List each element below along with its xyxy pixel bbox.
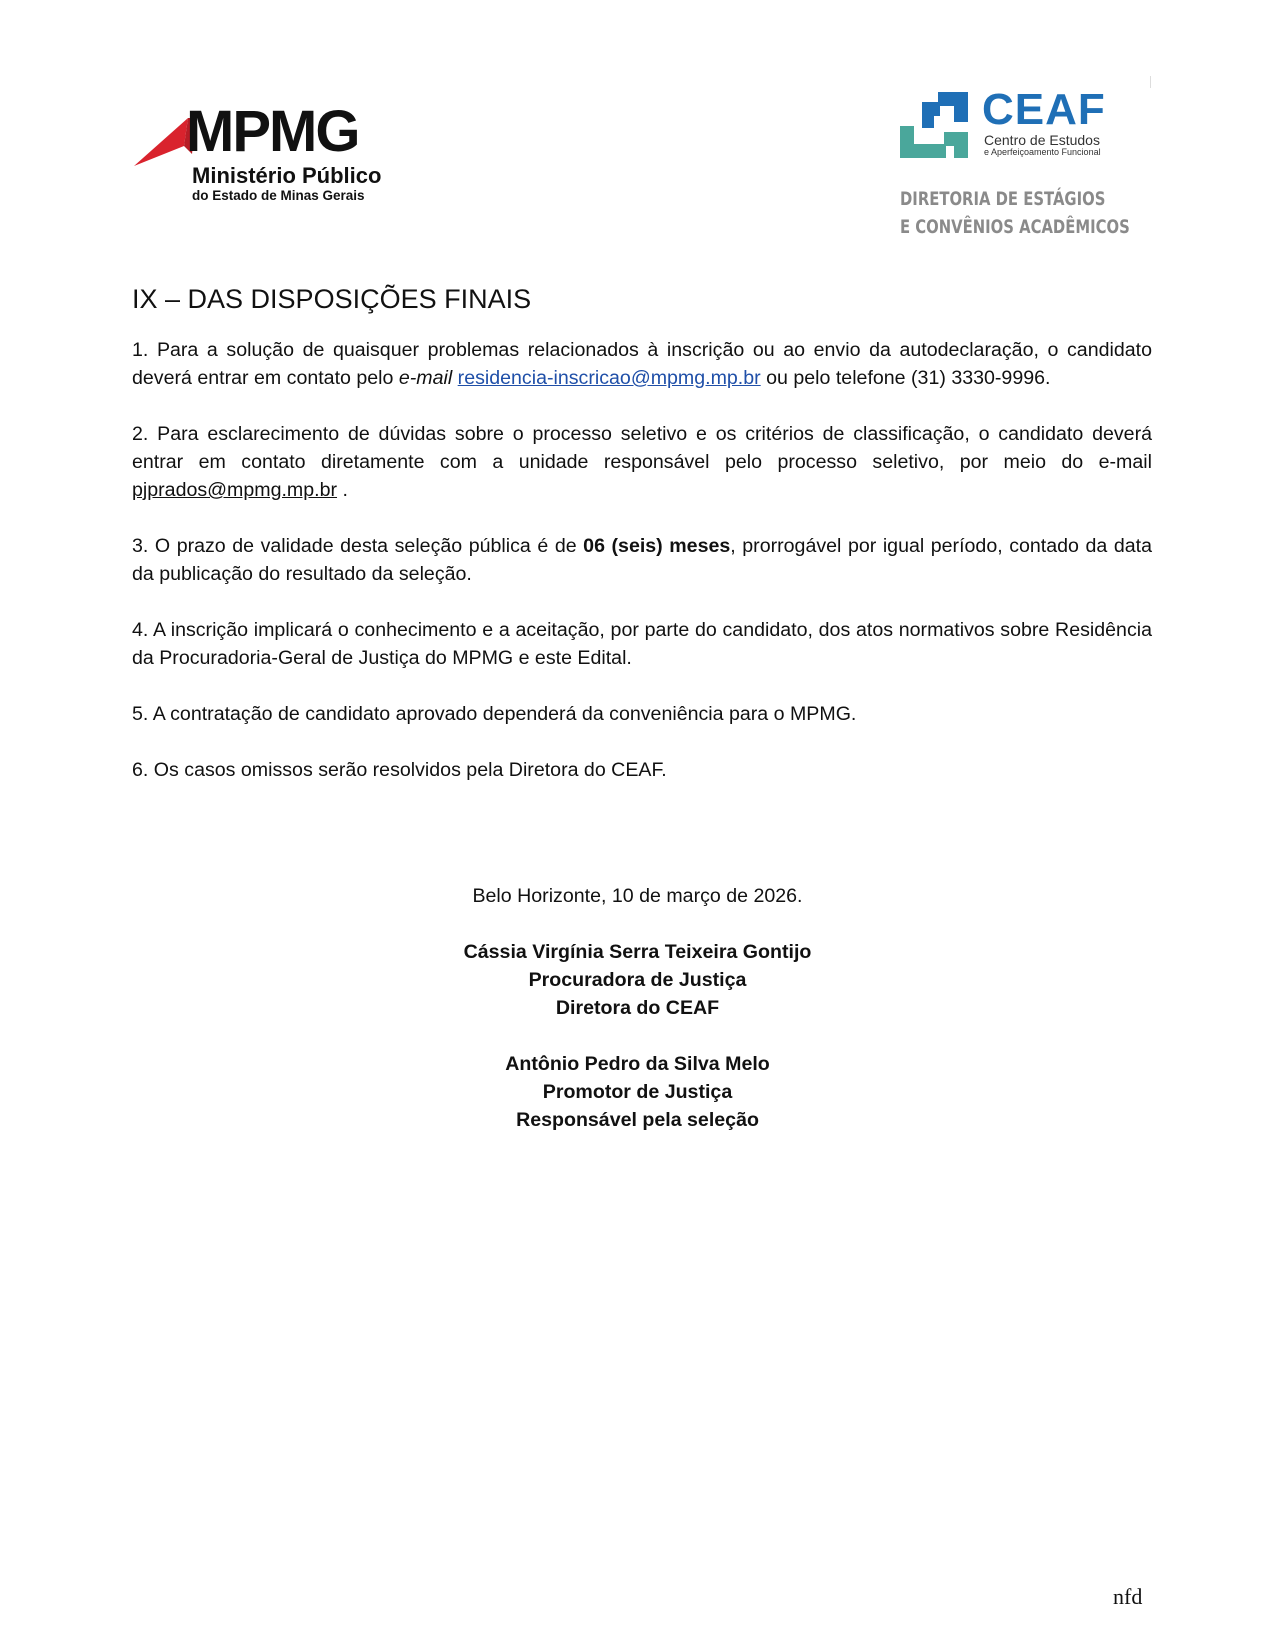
- ceaf-logo: [900, 85, 1130, 242]
- signer-2-title: Responsável pela seleção: [516, 1109, 759, 1131]
- signer-1-name: Cássia Virgínia Serra Teixeira Gontijo: [463, 941, 812, 963]
- document-body: [132, 282, 1152, 812]
- p1-text-b: ou pelo telefone (31) 3330-9996.: [760, 367, 1051, 389]
- mpmg-line2: do Estado de Minas Gerais: [192, 188, 365, 203]
- signer-1-title: Diretora do CEAF: [555, 997, 720, 1019]
- p1-text-a: 1. Para a solução de quaisquer problemas relacionados à inscrição ou ao envio da autodeclaração, o candidato deverá entrar em contato pelo: [132, 339, 1152, 389]
- paragraph-2: [132, 420, 1152, 504]
- ceaf-mark-icon: [900, 92, 972, 162]
- signer-2-name: Antônio Pedro da Silva Melo: [505, 1053, 770, 1075]
- signer-1: [0, 938, 1275, 1022]
- section-title: IX – DAS DISPOSIÇÕES FINAIS: [132, 284, 532, 314]
- p2-text-a: 2. Para esclarecimento de dúvidas sobre o processo seletivo e os critérios de classificação, o candidato deverá entrar em contato diretamente com a unidade responsável pelo processo seletivo, por meio do e-mail: [132, 423, 1152, 473]
- paragraph-5: 5. A contratação de candidato aprovado dependerá da conveniência para o MPMG.: [132, 703, 857, 725]
- signer-2: [0, 1050, 1275, 1134]
- ceaf-tagline2: e Aperfeiçoamento Funcional: [984, 147, 1101, 157]
- footer-mark: nfd: [1113, 1584, 1143, 1609]
- mpmg-acronym: MPMG: [186, 99, 359, 164]
- p2-text-b: .: [337, 479, 348, 501]
- inscricao-email-link[interactable]: residencia-inscricao@mpmg.mp.br: [457, 367, 761, 389]
- mpmg-logo: [134, 99, 404, 208]
- paragraph-6: 6. Os casos omissos serão resolvidos pela Diretora do CEAF.: [132, 759, 667, 781]
- signer-2-role: Promotor de Justiça: [542, 1081, 733, 1103]
- p3-text-b: , prorrogável por igual período, contado da data da publicação do resultado da seleção.: [132, 535, 1152, 585]
- pjprados-email-link[interactable]: pjprados@mpmg.mp.br: [132, 479, 338, 501]
- p3-text-a: 3. O prazo de validade desta seleção pública é de: [132, 535, 584, 557]
- page-header: [0, 0, 1275, 250]
- mpmg-line1: Ministério Público: [192, 163, 382, 188]
- p3-bold: 06 (seis) meses: [583, 535, 731, 557]
- signature-date: Belo Horizonte, 10 de março de 2026.: [472, 885, 803, 907]
- corner-mark: [1150, 76, 1151, 88]
- paragraph-3: [132, 532, 1152, 588]
- ceaf-acronym: CEAF: [982, 85, 1106, 134]
- p1-email-label: e-mail: [398, 367, 453, 389]
- ceaf-tagline1: Centro de Estudos: [984, 132, 1100, 148]
- paragraph-1: [132, 336, 1152, 392]
- signer-1-role: Procuradora de Justiça: [528, 969, 747, 991]
- signature-area: [0, 882, 1275, 1162]
- ceaf-dept-line2: E CONVÊNIOS ACADÊMICOS: [900, 216, 1130, 238]
- paragraph-4: 4. A inscrição implicará o conhecimento e a aceitação, por parte do candidato, dos atos normativos sobre Residência da Procuradoria-Geral de Justiça do MPMG e este Edital.: [132, 619, 1152, 669]
- ceaf-dept-line1: DIRETORIA DE ESTÁGIOS: [900, 188, 1106, 210]
